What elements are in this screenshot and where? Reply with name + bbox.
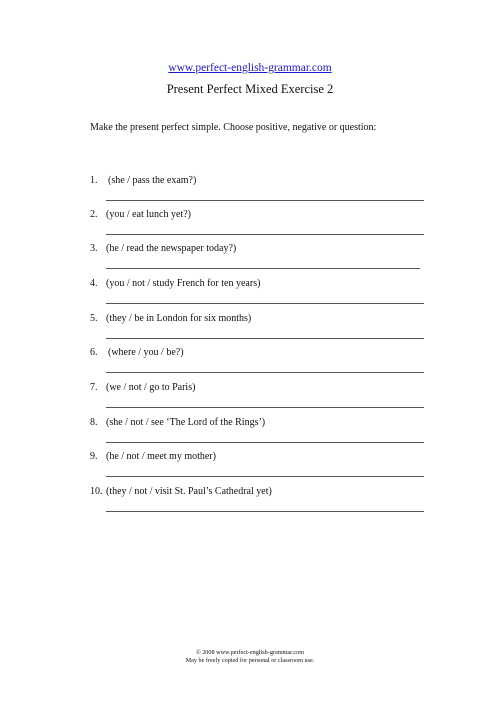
exercise-number: 10. <box>90 486 103 497</box>
exercise-number: 5. <box>90 313 98 324</box>
exercise-item-1 <box>90 175 430 205</box>
exercise-item-8 <box>90 417 430 447</box>
exercise-number: 1. <box>90 175 98 186</box>
answer-line[interactable] <box>106 442 424 443</box>
exercise-prompt: (you / eat lunch yet?) <box>106 209 191 220</box>
exercise-number: 6. <box>90 347 98 358</box>
exercise-item-7 <box>90 382 430 412</box>
answer-line[interactable] <box>106 200 424 201</box>
exercise-number: 2. <box>90 209 98 220</box>
exercise-item-9 <box>90 451 430 481</box>
exercise-prompt: (he / read the newspaper today?) <box>106 243 237 254</box>
exercise-number: 8. <box>90 417 98 428</box>
answer-line[interactable] <box>106 338 424 339</box>
exercise-prompt: (we / not / go to Paris) <box>106 382 196 393</box>
answer-line[interactable] <box>106 268 420 269</box>
exercise-prompt: (she / not / see ‘The Lord of the Rings’) <box>106 417 266 428</box>
exercise-prompt: (where / you / be?) <box>108 347 184 358</box>
exercise-item-3 <box>90 243 430 273</box>
footer-copyright: © 2008 www.perfect-english-grammar.com <box>195 649 305 656</box>
exercise-item-10 <box>90 486 430 516</box>
exercise-number: 9. <box>90 451 98 462</box>
exercise-item-5 <box>90 313 430 343</box>
exercise-prompt: (they / not / visit St. Paul’s Cathedral yet) <box>106 486 272 497</box>
answer-line[interactable] <box>106 234 424 235</box>
page-footer <box>0 649 500 665</box>
exercise-prompt: (you / not / study French for ten years) <box>106 278 261 289</box>
exercise-prompt: (they / be in London for six months) <box>106 313 252 324</box>
answer-line[interactable] <box>106 372 424 373</box>
exercise-prompt: (he / not / meet my mother) <box>106 451 216 462</box>
footer-note: May be freely copied for personal or classroom use. <box>185 657 315 664</box>
exercise-item-2 <box>90 209 430 239</box>
exercise-number: 3. <box>90 243 98 254</box>
exercise-item-6 <box>90 347 430 377</box>
answer-line[interactable] <box>106 407 424 408</box>
exercise-number: 7. <box>90 382 98 393</box>
answer-line[interactable] <box>106 511 424 512</box>
answer-line[interactable] <box>106 303 424 304</box>
site-link[interactable]: www.perfect-english-grammar.com <box>168 62 332 74</box>
exercise-item-4 <box>90 278 430 308</box>
exercise-prompt: (she / pass the exam?) <box>108 175 197 186</box>
answer-line[interactable] <box>106 476 424 477</box>
instructions: Make the present perfect simple. Choose positive, negative or question: <box>90 122 377 133</box>
exercise-number: 4. <box>90 278 98 289</box>
page-title: Present Perfect Mixed Exercise 2 <box>166 82 334 96</box>
